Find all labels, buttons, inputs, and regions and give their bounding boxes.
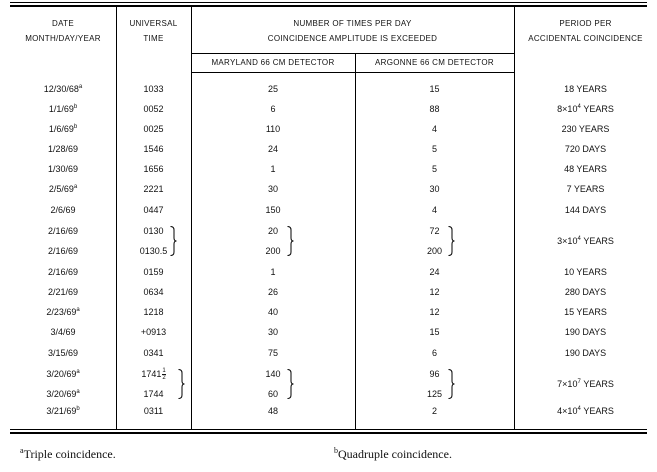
cell-maryland: 30: [267, 327, 278, 337]
column-divider: [514, 7, 515, 429]
cell-time: 1744: [143, 389, 164, 399]
cell-date: 3/4/69: [50, 327, 76, 337]
cell-argonne: 72: [429, 226, 440, 236]
period-exponent: 4: [577, 406, 581, 412]
cell-maryland: 48: [267, 406, 278, 416]
cell-time: 0447: [143, 205, 164, 215]
cell-period-merged: [514, 378, 657, 390]
header-time: [116, 16, 191, 46]
cell-period: 190 DAYS: [564, 327, 607, 337]
cell-period: [514, 103, 657, 115]
header-argonne: ARGONNE 66 CM DETECTOR: [375, 58, 494, 67]
date-text: 3/21/69: [46, 406, 77, 416]
time-text: 1741: [141, 369, 162, 379]
cell-maryland: 25: [267, 84, 278, 94]
cell-period: 7 YEARS: [566, 184, 605, 194]
cell-time: 2221: [143, 184, 164, 194]
brace-icon: [170, 226, 177, 256]
cell-time: 1546: [143, 144, 164, 154]
period-exponent: 4: [577, 236, 581, 242]
period-base: 4×10: [557, 406, 578, 416]
cell-argonne: 12: [429, 287, 440, 297]
cell-argonne: 24: [429, 267, 440, 277]
brace-icon: [448, 369, 455, 399]
cell-date: [10, 306, 116, 318]
header-date: [10, 16, 116, 46]
cell-date: [10, 103, 116, 115]
date-text: 3/20/69: [46, 369, 77, 379]
cell-argonne: 15: [429, 84, 440, 94]
cell-date: [10, 183, 116, 195]
cell-argonne: 5: [431, 144, 437, 154]
cell-date: [10, 405, 116, 417]
cell-period: 48 YEARS: [564, 164, 607, 174]
cell-maryland: 75: [267, 348, 278, 358]
period-unit: YEARS: [583, 104, 614, 114]
date-text: 2/23/69: [46, 307, 77, 317]
footnote-mark: a: [73, 184, 78, 190]
cell-maryland: 150: [265, 205, 281, 215]
cell-date: 1/28/69: [47, 144, 79, 154]
cell-period: 720 DAYS: [564, 144, 607, 154]
cell-maryland: 60: [267, 389, 278, 399]
cell-argonne: 6: [431, 348, 437, 358]
cell-argonne: 2: [431, 406, 437, 416]
footnote-a-text: Triple coincidence.: [23, 447, 116, 461]
cell-maryland: 24: [267, 144, 278, 154]
cell-date: [10, 83, 116, 95]
top-rule: [10, 5, 647, 7]
fraction-numerator: 1: [162, 368, 166, 375]
cell-maryland: 1: [270, 164, 276, 174]
cell-period: 280 DAYS: [564, 287, 607, 297]
cell-time: 1656: [143, 164, 164, 174]
header-number: [191, 16, 514, 46]
header-maryland: MARYLAND 66 CM DETECTOR: [211, 58, 335, 67]
cell-time: 1033: [143, 84, 164, 94]
header-time-line1: UNIVERSAL: [129, 19, 178, 28]
header-number-line2: COINCIDENCE AMPLITUDE IS EXCEEDED: [267, 34, 438, 43]
cell-date: 1/30/69: [47, 164, 79, 174]
cell-period-merged: [514, 235, 657, 247]
header-period: [514, 16, 657, 46]
header-period-line2: ACCIDENTAL COINCIDENCE: [528, 34, 643, 43]
date-text: 1/1/69: [48, 104, 74, 114]
cell-period: 15 YEARS: [564, 307, 607, 317]
date-text: 2/5/69: [48, 184, 74, 194]
date-text: 1/6/69: [48, 124, 74, 134]
cell-date: [10, 368, 116, 380]
cell-argonne: 12: [429, 307, 440, 317]
brace-icon: [448, 226, 455, 256]
cell-date: 2/16/69: [47, 267, 79, 277]
cell-time: +0913: [140, 327, 167, 337]
footnote-b-mark: b: [334, 446, 338, 455]
footnote-mark: a: [78, 84, 83, 90]
cell-time: 0052: [143, 104, 164, 114]
period-exponent: 7: [577, 379, 581, 385]
cell-argonne: 4: [431, 124, 437, 134]
footnote-mark: b: [76, 406, 80, 412]
subheader-rule: [191, 53, 514, 54]
period-unit: YEARS: [583, 379, 614, 389]
footnote-mark: a: [76, 369, 80, 375]
cell-argonne: 30: [429, 184, 440, 194]
brace-icon: [287, 226, 294, 256]
cell-date: 2/21/69: [47, 287, 79, 297]
header-number-line1: NUMBER OF TIMES PER DAY: [293, 19, 412, 28]
cell-maryland: 26: [267, 287, 278, 297]
footnote-a: [20, 447, 116, 462]
period-base: 8×10: [557, 104, 578, 114]
header-date-line2: MONTH/DAY/YEAR: [25, 34, 101, 43]
bottom-rule: [10, 432, 647, 434]
cell-argonne: 125: [426, 389, 443, 399]
cell-date: [10, 123, 116, 135]
footnote-a-mark: a: [20, 446, 24, 455]
cell-date: 2/16/69: [47, 246, 79, 256]
cell-date: [10, 388, 116, 400]
cell-argonne: 5: [431, 164, 437, 174]
cell-time: 1218: [143, 307, 164, 317]
footnote-mark: b: [73, 104, 78, 110]
brace-icon: [287, 369, 294, 399]
subheader-rule: [191, 72, 514, 73]
footnote-mark: a: [76, 307, 80, 313]
footnote-mark: b: [73, 124, 78, 130]
cell-period: 144 DAYS: [564, 205, 607, 215]
cell-period: [514, 405, 657, 417]
footnote-mark: a: [76, 389, 80, 395]
cell-time: 0130: [143, 226, 164, 236]
cell-maryland: 40: [267, 307, 278, 317]
cell-period: 230 YEARS: [561, 124, 610, 134]
date-text: 12/30/68: [43, 84, 79, 94]
cell-argonne: 88: [429, 104, 440, 114]
footnote-b-text: Quadruple coincidence.: [338, 447, 452, 461]
cell-date: 2/16/69: [47, 226, 79, 236]
cell-time: 0025: [143, 124, 164, 134]
date-text: 3/20/69: [46, 389, 77, 399]
cell-argonne: 200: [426, 246, 443, 256]
column-divider: [116, 7, 117, 429]
cell-date: 2/6/69: [50, 205, 76, 215]
cell-time: 0341: [143, 348, 164, 358]
cell-period: 10 YEARS: [564, 267, 607, 277]
cell-argonne: 96: [429, 369, 440, 379]
cell-period: 190 DAYS: [564, 348, 607, 358]
cell-date: 3/15/69: [47, 348, 79, 358]
cell-time: 0159: [143, 267, 164, 277]
period-exponent: 4: [577, 104, 581, 110]
cell-maryland: 1: [270, 267, 276, 277]
cell-time: 0130.5: [139, 246, 168, 256]
cell-maryland: 30: [267, 184, 278, 194]
cell-argonne: 15: [429, 327, 440, 337]
time-fraction: [162, 368, 165, 381]
cell-maryland: 20: [267, 226, 278, 236]
header-period-line1: PERIOD PER: [559, 19, 612, 28]
cell-maryland: 6: [270, 104, 276, 114]
bottom-rule: [10, 429, 647, 430]
cell-time: 0634: [143, 287, 164, 297]
brace-icon: [178, 369, 185, 399]
header-time-line2: TIME: [143, 34, 164, 43]
period-base: 3×10: [557, 236, 578, 246]
cell-period: 18 YEARS: [564, 84, 607, 94]
header-date-line1: DATE: [52, 19, 74, 28]
cell-maryland: 110: [265, 124, 281, 134]
period-unit: YEARS: [583, 406, 614, 416]
cell-maryland: 140: [265, 369, 281, 379]
period-unit: YEARS: [583, 236, 614, 246]
footnote-b: [334, 447, 452, 462]
cell-time: 0311: [143, 406, 164, 416]
fraction-denominator: 2: [162, 375, 166, 382]
column-divider: [191, 7, 192, 429]
top-rule: [10, 2, 647, 3]
period-base: 7×10: [557, 379, 578, 389]
cell-maryland: 200: [265, 246, 281, 256]
cell-argonne: 4: [431, 205, 437, 215]
